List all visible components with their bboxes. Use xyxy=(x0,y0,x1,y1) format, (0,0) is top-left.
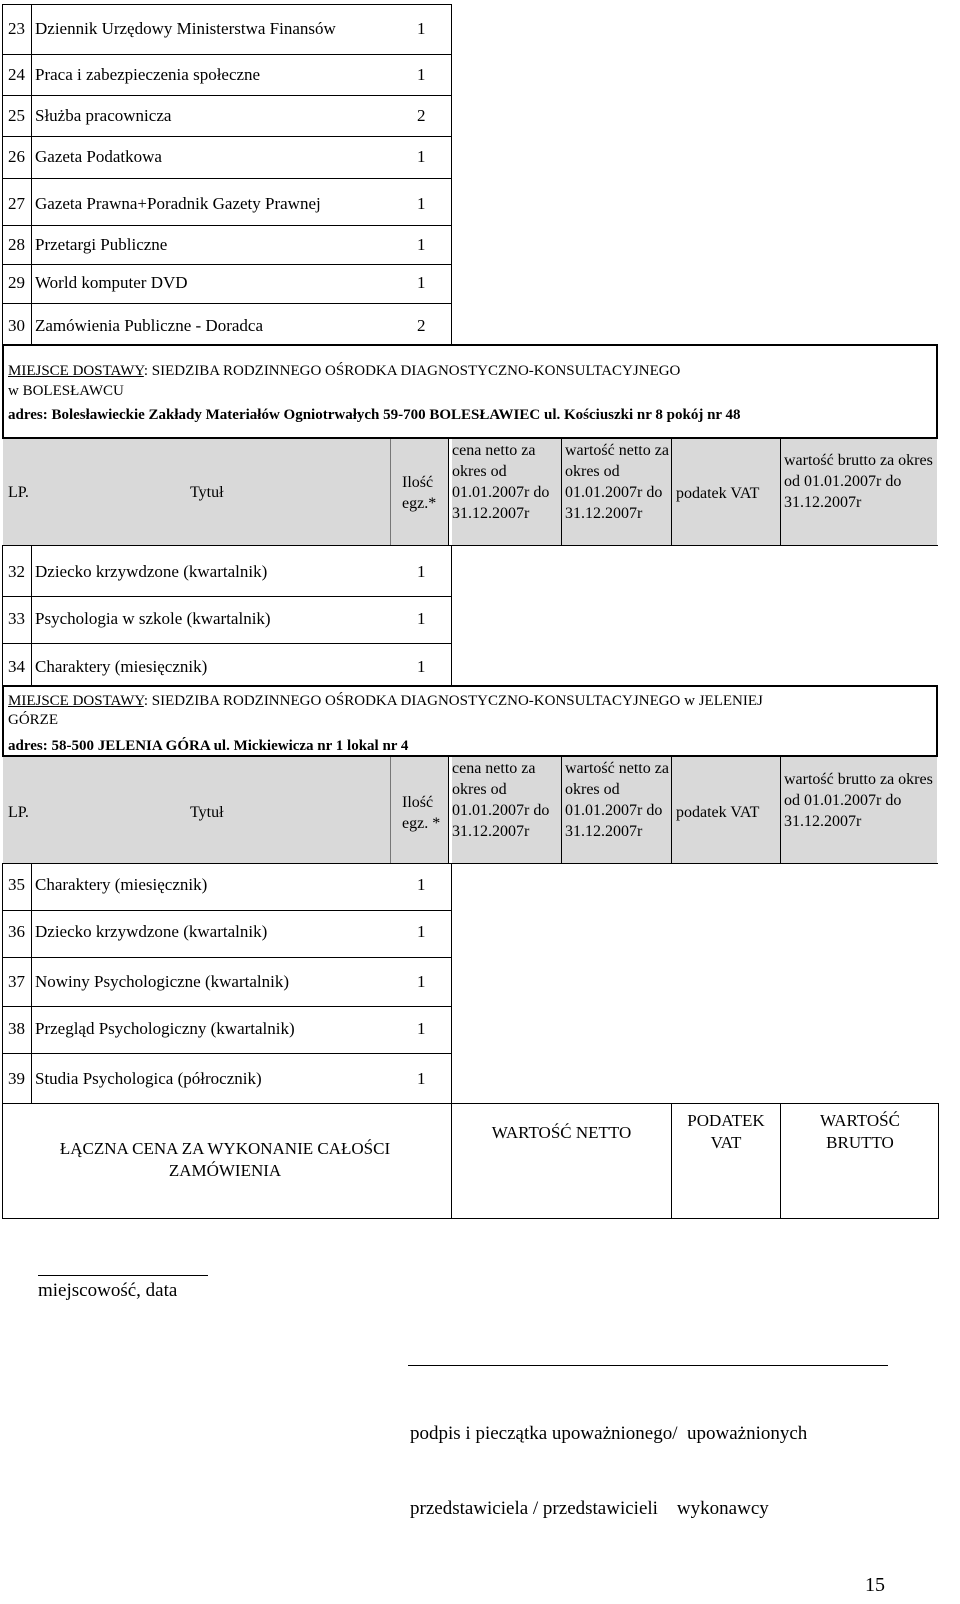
row-number: 24 xyxy=(8,65,25,84)
row-quantity: 2 xyxy=(417,106,426,125)
row-number: 33 xyxy=(8,609,25,628)
delivery-heading-boleslawiec: MIEJSCE DOSTAWY: SIEDZIBA RODZINNEGO OŚRODKA DIAGNOSTYCZNO-KONSULTACYJNEGO w BOLESŁAWCU xyxy=(8,363,681,399)
header-vat: podatek VAT xyxy=(676,485,760,502)
header-lp: LP. xyxy=(8,804,29,821)
row-number: 28 xyxy=(8,235,25,254)
header-gross-value: wartość brutto za okres od 01.01.2007r do 31.12.2007r xyxy=(784,452,933,511)
row-number: 23 xyxy=(8,19,25,38)
row-number: 25 xyxy=(8,106,25,125)
row-quantity: 1 xyxy=(417,1069,426,1088)
row-quantity: 1 xyxy=(417,875,426,894)
row-title: Studia Psychologica (półrocznik) xyxy=(35,1069,262,1088)
row-number: 38 xyxy=(8,1019,25,1038)
row-title: World komputer DVD xyxy=(35,273,188,292)
row-title: Charaktery (miesięcznik) xyxy=(35,657,208,676)
row-quantity: 1 xyxy=(417,922,426,941)
row-number: 36 xyxy=(8,922,25,941)
header-title: Tytuł xyxy=(190,484,224,501)
header-net-value: wartość netto za okres od 01.01.2007r do 31.12.2007r xyxy=(565,442,669,522)
total-net-value: WARTOŚĆ NETTO xyxy=(491,1123,632,1142)
row-number: 32 xyxy=(8,562,25,581)
row-quantity: 1 xyxy=(417,562,426,581)
delivery-label: MIEJSCE DOSTAWY xyxy=(8,363,144,379)
row-title: Praca i zabezpieczenia społeczne xyxy=(35,65,261,84)
total-vat: PODATEK VAT xyxy=(687,1111,765,1152)
row-title: Dziennik Urzędowy Ministerstwa Finansów xyxy=(35,19,336,38)
delivery-address-boleslawiec: adres: Bolesławieckie Zakłady Materiałów Ogniotrwałych 59-700 BOLESŁAWIEC ul. Kościuszki nr 8 pokój nr 48 xyxy=(8,407,741,423)
row-number: 35 xyxy=(8,875,25,894)
place-date-label: miejscowość, data xyxy=(38,1280,178,1301)
row-quantity: 1 xyxy=(417,1019,426,1038)
header-net-price: cena netto za okres od 01.01.2007r do 31.12.2007r xyxy=(452,760,550,840)
page-number: 15 xyxy=(865,1574,885,1596)
row-quantity: 2 xyxy=(417,316,426,335)
row-title: Służba pracownicza xyxy=(35,106,172,125)
row-title: Nowiny Psychologiczne (kwartalnik) xyxy=(35,972,289,991)
header-qty: Ilość egz.* xyxy=(402,474,437,512)
signature-line xyxy=(408,1365,888,1366)
row-number: 27 xyxy=(8,194,25,213)
delivery-label: MIEJSCE DOSTAWY xyxy=(8,693,144,709)
row-number: 34 xyxy=(8,657,25,676)
row-title: Dziecko krzywdzone (kwartalnik) xyxy=(35,562,268,581)
row-quantity: 1 xyxy=(417,19,426,38)
row-number: 30 xyxy=(8,316,25,335)
place-date-line xyxy=(38,1275,208,1276)
row-number: 29 xyxy=(8,273,25,292)
row-title: Dziecko krzywdzone (kwartalnik) xyxy=(35,922,268,941)
row-quantity: 1 xyxy=(417,235,426,254)
row-quantity: 1 xyxy=(417,194,426,213)
row-title: Gazeta Podatkowa xyxy=(35,147,162,166)
header-net-value: wartość netto za okres od 01.01.2007r do 31.12.2007r xyxy=(565,760,669,840)
row-quantity: 1 xyxy=(417,972,426,991)
row-number: 26 xyxy=(8,147,25,166)
row-number: 37 xyxy=(8,972,25,991)
row-title: Psychologia w szkole (kwartalnik) xyxy=(35,609,271,628)
row-number: 39 xyxy=(8,1069,25,1088)
row-quantity: 1 xyxy=(417,609,426,628)
total-gross-value: WARTOŚĆ BRUTTO xyxy=(820,1111,900,1152)
delivery-heading-jelenia-gora: MIEJSCE DOSTAWY: SIEDZIBA RODZINNEGO OŚRODKA DIAGNOSTYCZNO-KONSULTACYJNEGO w JELENIEJ GÓRZE xyxy=(8,693,763,728)
row-quantity: 1 xyxy=(417,147,426,166)
row-quantity: 1 xyxy=(417,273,426,292)
row-title: Przetargi Publiczne xyxy=(35,235,168,254)
signature-label: podpis i pieczątka upoważnionego/ upoważnionych przedstawiciela / przedstawicieli wykonawcy xyxy=(410,1423,808,1519)
row-quantity: 1 xyxy=(417,65,426,84)
header-title: Tytuł xyxy=(190,804,224,821)
delivery-address-jelenia-gora: adres: 58-500 JELENIA GÓRA ul. Mickiewicza nr 1 lokal nr 4 xyxy=(8,738,409,754)
total-label: ŁĄCZNA CENA ZA WYKONANIE CAŁOŚCI ZAMÓWIENIA xyxy=(59,1139,391,1180)
row-title: Zamówienia Publiczne - Doradca xyxy=(35,316,263,335)
header-net-price: cena netto za okres od 01.01.2007r do 31.12.2007r xyxy=(452,442,550,522)
row-title: Przegląd Psychologiczny (kwartalnik) xyxy=(35,1019,295,1038)
header-gross-value: wartość brutto za okres od 01.01.2007r do 31.12.2007r xyxy=(784,771,933,830)
header-qty: Ilość egz. * xyxy=(402,794,441,832)
row-title: Gazeta Prawna+Poradnik Gazety Prawnej xyxy=(35,194,321,213)
header-vat: podatek VAT xyxy=(676,804,760,821)
row-title: Charaktery (miesięcznik) xyxy=(35,875,208,894)
header-lp: LP. xyxy=(8,484,29,501)
row-quantity: 1 xyxy=(417,657,426,676)
